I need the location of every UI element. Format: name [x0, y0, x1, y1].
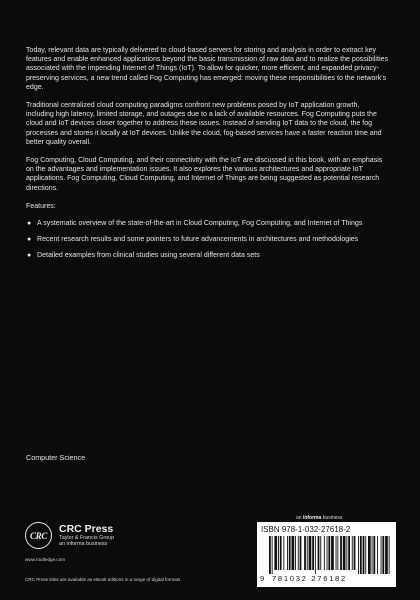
barcode-bar: [283, 536, 284, 570]
barcode-bar: [352, 536, 353, 570]
barcode-bar: [278, 536, 279, 570]
publisher-tagline: an informa business: [59, 541, 108, 547]
informa-prefix: an: [296, 515, 302, 521]
barcode-bar: [307, 536, 308, 570]
feature-item: [26, 219, 388, 228]
barcode-bar: [280, 536, 282, 570]
barcode-bar: [312, 536, 314, 570]
feature-text: Recent research results and some pointers to future advancements in architectures and methodologies: [37, 236, 359, 244]
barcode-bar: [382, 536, 384, 574]
informa-label: [296, 515, 342, 521]
barcode-first-digit: 9: [260, 574, 265, 583]
crc-logo-icon: [25, 522, 52, 549]
barcode-bar: [385, 536, 388, 574]
publisher-url: www.routledge.com: [25, 557, 66, 562]
barcode-bar: [381, 536, 382, 574]
barcode-bar: [363, 536, 365, 574]
publisher-text: [59, 524, 114, 548]
barcode-bar: [315, 536, 316, 574]
barcode-bar: [365, 536, 366, 574]
barcode-bar: [354, 536, 356, 570]
barcode-digits: 781032 276182: [272, 574, 347, 583]
barcode-bar: [309, 536, 312, 570]
informa-brand: informa: [302, 515, 322, 521]
barcode-bar: [289, 536, 291, 570]
publisher-group: Taylor & Francis Group: [59, 534, 115, 541]
cover-text: [26, 46, 388, 268]
barcode-bar: [320, 536, 321, 570]
barcode-bar: [336, 536, 337, 570]
barcode-bar: [358, 536, 359, 574]
informa-suffix: business: [322, 515, 343, 521]
feature-item: [26, 251, 388, 260]
paragraph-problems: Traditional centralized cloud computing paradigms confront new problems posed by IoT application growth, including high latency, limited storage, and outages due to a lack of available resources. Fog Computing puts the cloud and IoT devices closer together to address these issues. Instead of sending IoT data to the cloud, the fog processes and stores it locally at IoT devices. Unlike the cloud, fog-based services have a faster reaction time and better quality overall.: [26, 102, 382, 146]
publisher-name: CRC Press: [59, 522, 114, 535]
barcode-bar: [377, 536, 378, 574]
barcode-bar: [372, 536, 373, 574]
bullet-icon: ●: [27, 220, 32, 228]
barcode-bars: [269, 536, 391, 574]
barcode-bar: [292, 536, 295, 570]
publisher-logo: [25, 522, 114, 549]
subject-category: Computer Science: [26, 453, 86, 462]
feature-item: [26, 235, 388, 244]
isbn-barcode: [257, 522, 396, 587]
barcode-bar: [340, 536, 342, 570]
barcode-bar: [389, 536, 390, 574]
barcode-bar: [346, 536, 347, 570]
paragraph-scope: Fog Computing, Cloud Computing, and their connectivity with the IoT are discussed in this book, with an emphasis on the advantages and implementation issues. It also explores the various architectures and appropriate IoT applications. Fog Computing, Cloud Computing, and Internet of Things are being suggested as potential research directions.: [26, 157, 383, 192]
barcode-bar: [360, 536, 362, 574]
barcode-bar: [343, 536, 346, 570]
barcode-bar: [295, 536, 296, 570]
barcode-bar: [269, 536, 271, 574]
feature-text: A systematic overview of the state-of-the-art in Cloud Computing, Fog Computing, and Internet of Things: [37, 220, 363, 228]
barcode-bar: [348, 536, 350, 570]
barcode-bar: [272, 536, 273, 574]
barcode-bar: [331, 536, 334, 570]
barcode-bar: [328, 536, 330, 570]
ebook-note: CRC Press titles are available as eBook editions in a range of digital formats: [25, 577, 181, 582]
barcode-bar: [324, 536, 325, 570]
barcode-bar: [274, 536, 277, 570]
barcode-bar: [373, 536, 375, 574]
paragraph-intro: Today, relevant data are typically delivered to cloud-based servers for storing and analysis in order to extract key features and enable enhanced applications beyond the basic transmission of raw data and to realize the possibilities associated with the impending Internet of Things (IoT). To allow for quicker, more efficient, and expanded privacy-preserving services, a new trend called Fog Computing has emerged: moving these responsibilities to the network's edge.: [26, 47, 388, 91]
barcode-bar: [327, 536, 328, 570]
barcode-bar: [298, 536, 299, 570]
barcode-bar: [337, 536, 338, 570]
feature-text: Detailed examples from clinical studies using several different data sets: [37, 252, 260, 260]
features-heading: Features:: [26, 202, 56, 210]
barcode-bar: [318, 536, 320, 570]
barcode-bar: [304, 536, 306, 570]
bullet-icon: ●: [27, 252, 32, 260]
bullet-icon: ●: [27, 236, 32, 244]
logo-letters: CRC: [29, 530, 48, 541]
barcode-bar: [368, 536, 371, 574]
barcode-bar: [300, 536, 302, 570]
isbn-number: ISBN 978-1-032-27618-2: [261, 525, 351, 534]
barcode-bar: [287, 536, 288, 570]
